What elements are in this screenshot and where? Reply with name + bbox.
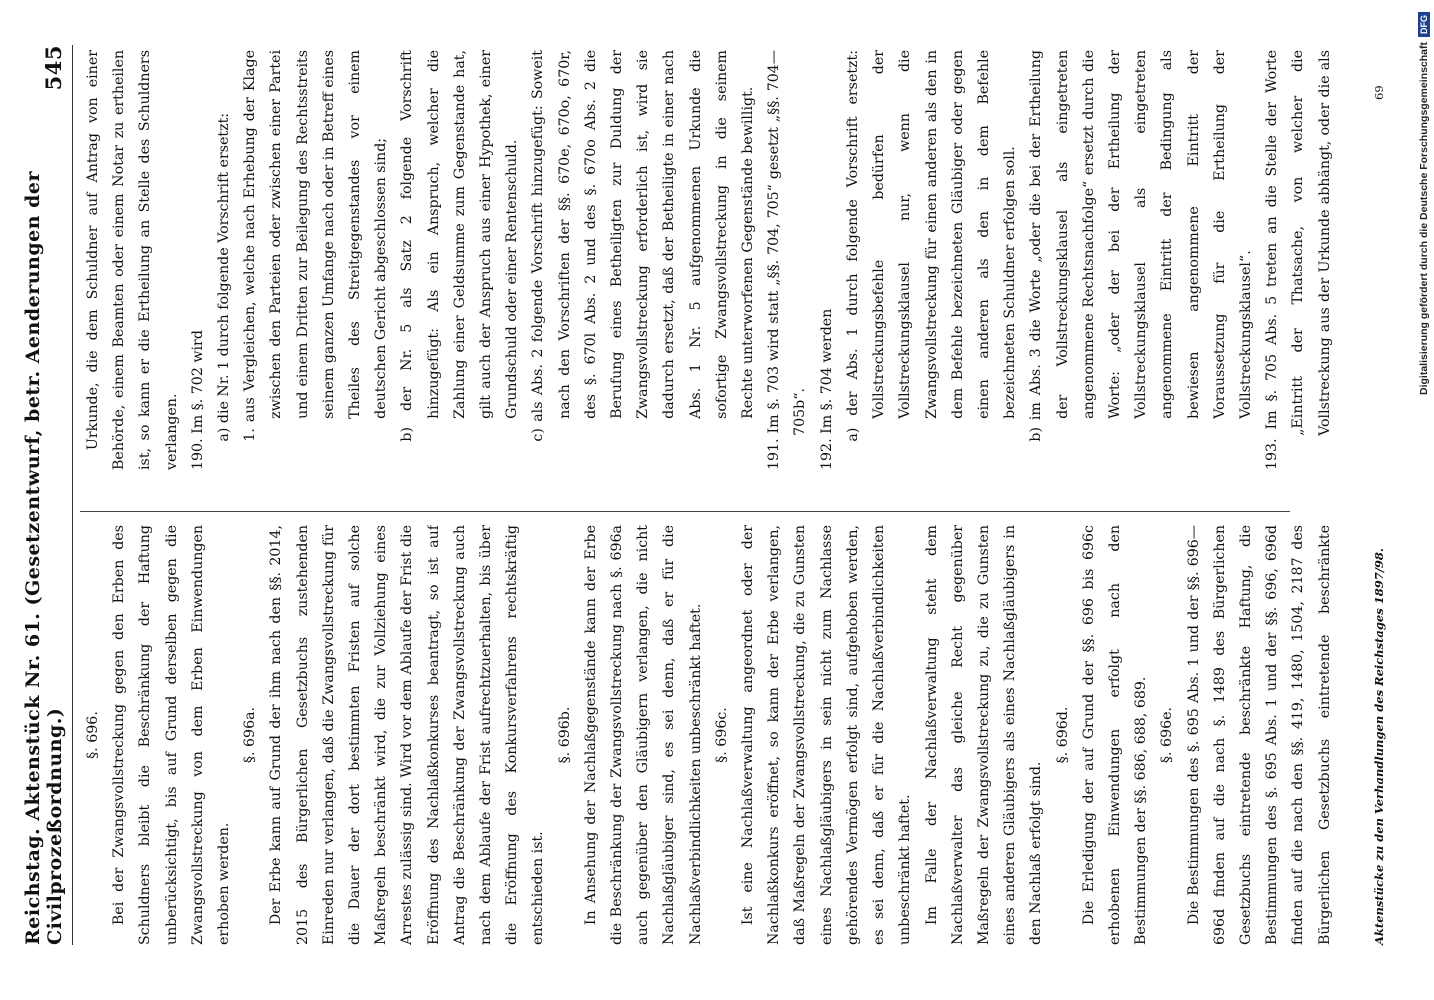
section-heading: §. 696e. bbox=[1159, 706, 1176, 764]
paragraph: b) im Abs. 3 die Worte „oder die bei der Ertheilung der Vollstreckungsklausel als eingetreten angenommene Rechtsnachfolge“ ersetzt durch die Worte: „oder der bei der Ertheilung der Vollstreckungsklausel als eingetreten angenommene Eintritt der Bedingung als bewiesen angenommene Eintritt der Voraussetzung für die Ertheilung der Vollstreckungsklausel“. bbox=[1028, 50, 1254, 442]
numbered-item: 190. Im §. 702 wird bbox=[189, 330, 206, 470]
page-number: 545 bbox=[41, 45, 66, 91]
paragraph: Der Erbe kann auf Grund der ihm nach den §§. 2014, 2015 des Bürgerlichen Gesetzbuchs zustehenden Einreden nur verlangen, daß die Zwangsvollstreckung für die Dauer der dort bestimmten Fristen auf solche Maßregeln beschränkt wird, die zur Vollziehung eines Arrestes zulässig sind. Wird vor dem Ablaufe der Frist die Eröffnung des Nachlaßkonkurses beantragt, so ist auf Antrag die Beschränkung der Zwangsvollstreckung auch nach dem Ablaufe der Frist aufrechtzuerhalten, bis über die Eröffnung des Konkursverfahrens rechtskräftig entschieden ist. bbox=[268, 525, 547, 945]
signature-mark: 69 bbox=[1372, 85, 1386, 100]
right-column bbox=[80, 50, 1340, 470]
numbered-item: 191. Im §. 703 wird statt „§§. 704, 705“ gesetzt „§§. 704—705b“. bbox=[766, 50, 809, 470]
section-heading: §. 696a. bbox=[242, 706, 259, 764]
numbered-item: 193. Im §. 705 Abs. 5 treten an die Stelle der Worte „Eintritt der Thatsache, von welcher die Vollstreckung aus der Urkunde abhängt, oder die als bbox=[1264, 50, 1333, 470]
dfg-logo: DFG bbox=[1418, 12, 1430, 37]
paragraph: a) der Abs. 1 durch folgende Vorschrift ersetzt: Vollstreckungsbefehle bedürfen der Vollstreckungsklausel nur, wenn die Zwangsvollstreckung für einen anderen als den in dem Befehle bezeichneten Gläubiger oder gegen einen anderen als den in dem Befehle bezeichneten Schuldner erfolgen soll. bbox=[844, 50, 1019, 442]
digitization-note bbox=[1414, 0, 1434, 1000]
paragraph: Die Bestimmungen des §. 695 Abs. 1 und der §§. 696—696d finden auf die nach §. 1489 des Bürgerlichen Gesetzbuchs eintretende beschränkte Haftung, die Bestimmungen des §. 695 Abs. 1 und der §§. 696, 696d finden auf die nach den §§. 419, 1480, 1504, 2187 des Bürgerlichen Gesetzbuchs eintretende beschränkte bbox=[1185, 525, 1333, 945]
paragraph: In Ansehung der Nachlaßgegenstände kann der Erbe die Beschränkung der Zwangsvollstreckung nach §. 696a auch gegenüber den Gläubigern verlangen, die nicht Nachlaßgläubiger sind, es sei denn, daß er für die Nachlaßverbindlichkeiten unbeschränkt haftet. bbox=[582, 525, 704, 945]
paragraph: Die Erledigung der auf Grund der §§. 696 bis 696c erhobenen Einwendungen erfolgt nach den Bestimmungen der §§. 686, 688, 689. bbox=[1080, 525, 1150, 945]
header-title: Reichstag. Aktenstück Nr. 61. (Gesetzentwurf, betr. Aenderungen der Civilprozeßordnung.) bbox=[22, 170, 66, 945]
section-heading: §. 696d. bbox=[1054, 706, 1071, 764]
section-heading: §. 696c. bbox=[713, 707, 730, 763]
left-column bbox=[80, 525, 1340, 945]
paragraph: Urkunde, die dem Schuldner auf Antrag von einer Behörde, einem Beamten oder einem Notar zu ertheilen ist, so kann er die Ertheilung an Stelle des Schuldners verlangen. bbox=[85, 50, 180, 470]
paragraph: 1. aus Vergleichen, welche nach Erhebung der Klage zwischen den Parteien oder zwischen einer Partei und einem Dritten zur Beilegung des Rechtsstreits seinem ganzen Umfange nach oder in Betreff eines Theiles des Streitgegenstandes vor einem deutschen Gericht abgeschlossen sind; bbox=[242, 50, 390, 442]
paragraph: Im Falle der Nachlaßverwaltung steht dem Nachlaßverwalter das gleiche Recht gegenüber Maßregeln der Zwangsvollstreckung zu, die zu Gunsten eines anderen Gläubigers als eines Nachlaßgläubigers in den Nachlaß erfolgt sind. bbox=[923, 525, 1045, 945]
paragraph: Bei der Zwangsvollstreckung gegen den Erben des Schuldners bleibt die Beschränkung der Haftung unberücksichtigt, bis auf Grund derselben gegen die Zwangsvollstreckung von dem Erben Einwendungen erhoben werden. bbox=[111, 525, 233, 945]
paragraph: a) die Nr. 1 durch folgende Vorschrift ersetzt: bbox=[216, 112, 233, 442]
column-divider bbox=[80, 511, 1290, 512]
paragraph: b) der Nr. 5 als Satz 2 folgende Vorschrift hinzugefügt: Als ein Anspruch, welcher die Zahlung einer Geldsumme zum Gegenstande hat, gilt auch der Anspruch aus einer Hypothek, einer Grundschuld oder einer Rentenschuld. bbox=[399, 50, 521, 442]
paragraph: Ist eine Nachlaßverwaltung angeordnet oder der Nachlaßkonkurs eröffnet, so kann der Erbe verlangen, daß Maßregeln der Zwangsvollstreckung, die zu Gunsten eines Nachlaßgläubigers in sein nicht zum Nachlasse gehörendes Vermögen erfolgt sind, aufgehoben werden, es sei denn, daß er für die Nachlaßverbindlichkeiten unbeschränkt haftet. bbox=[740, 525, 914, 945]
footnote: Aktenstücke zu den Verhandlungen des Reichstages 1897/98. bbox=[1372, 548, 1386, 945]
digitization-text: Digitalisierung gefördert durch die Deutsche Forschungsgemeinschaft bbox=[1418, 42, 1430, 395]
numbered-item: 192. Im §. 704 werden bbox=[818, 308, 835, 470]
section-heading: §. 696. bbox=[85, 711, 101, 759]
section-heading: §. 696b. bbox=[556, 706, 573, 764]
page-header bbox=[22, 45, 73, 945]
paragraph: c) als Abs. 2 folgende Vorschrift hinzugefügt: Soweit nach den Vorschriften der §§. 670e, 670o, 670r, des §. 670l Abs. 2 und des §. 670o Abs. 2 die Berufung eines Betheiligten zur Duldung der Zwangsvollstreckung erforderlich ist, wird sie dadurch ersetzt, daß der Betheiligte in einer nach Abs. 1 Nr. 5 aufgenommenen Urkunde die sofortige Zwangsvollstreckung in die seinem Rechte unterworfenen Gegenstände bewilligt. bbox=[530, 50, 757, 442]
